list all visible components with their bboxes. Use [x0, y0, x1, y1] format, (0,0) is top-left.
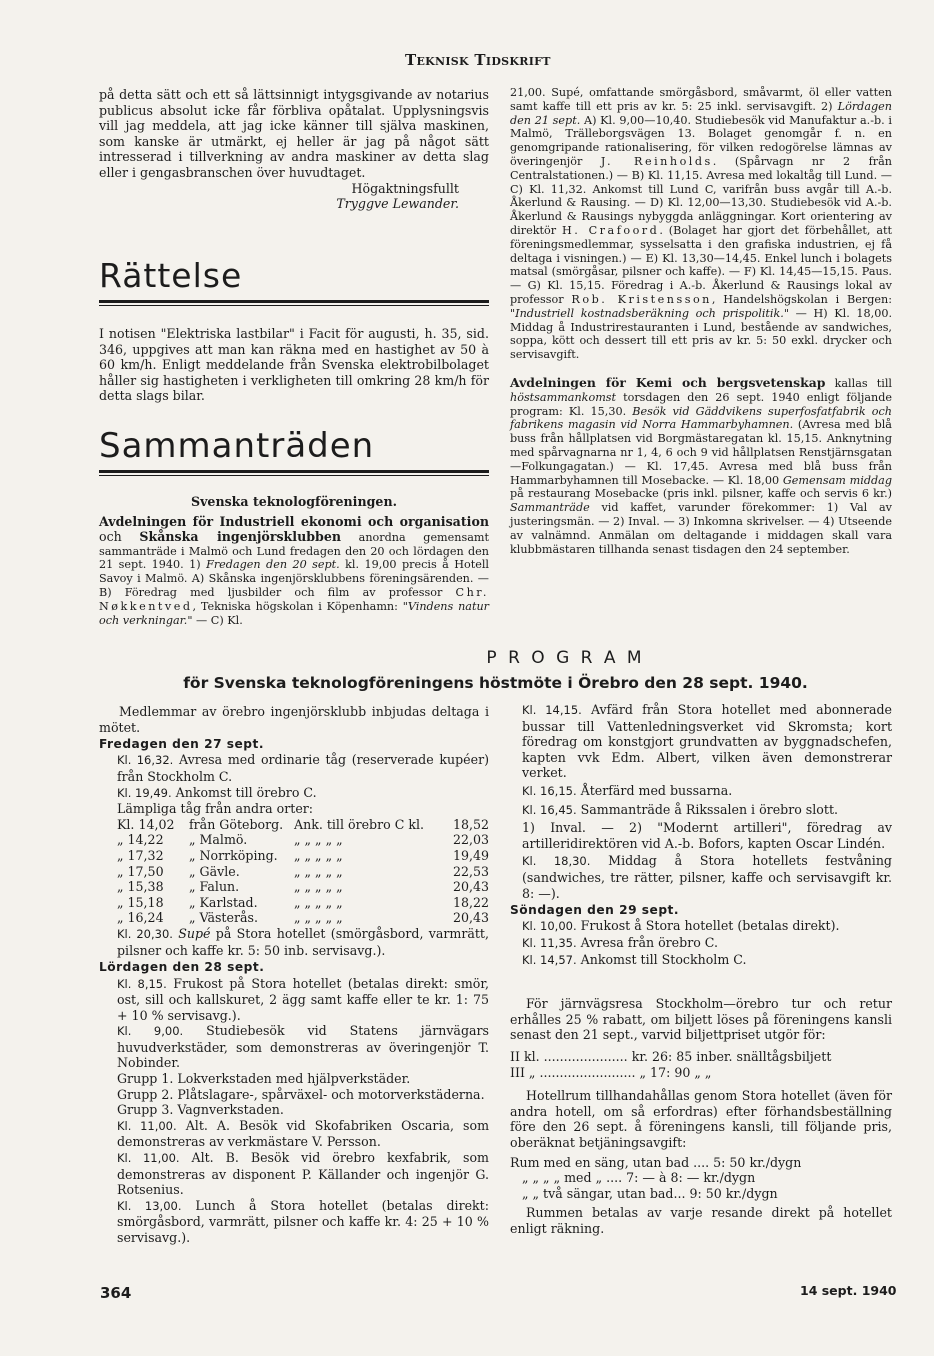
saturday-item	[510, 783, 892, 800]
journal-header	[405, 50, 585, 70]
saturday-text: Alt. B. Besök vid örebro kexfabrik, som demonstreras av disponent P. Källander och ingenjör G. Rotsenius.	[117, 1150, 489, 1198]
title-rule	[99, 300, 489, 303]
sunday-time: Kl. 10,00.	[522, 919, 577, 934]
train-arrival-time: 22,53	[452, 863, 489, 879]
title-rule	[99, 470, 489, 473]
sunday-text: Avresa från örebro C.	[576, 935, 718, 951]
kemi-visit: Besök vid Gäddvikens superfosfatfabrik och fabrikens magasin vid Norra Hammarbyhamnen.	[510, 404, 892, 432]
room-row: „ „ „ „ med „ .... 7: — à 8: — kr./dygn	[522, 1170, 756, 1186]
saturday-item	[99, 976, 489, 1024]
train-departure: „ 16,24	[117, 910, 164, 926]
train-arrival-time: 20,43	[452, 879, 489, 895]
friday-time: Kl. 19,49.	[117, 785, 172, 800]
saturday-item	[510, 853, 892, 901]
letter-text: på detta sätt och ett så lättsinnigt intygsgivande av notarius publicus absolut icke får förbliva opåtalat. Upplysningsvis vill jag meddela, att jag icke känner till själva maskinen, som kanske är utmärkt, ej heller är jag på något sätt intresserad i tillverkning av andra maskiner av detta slag eller i gengasbranschen över huvudtaget.	[99, 87, 489, 180]
friday-text: på Stora hotellet (smörgåsbord, varmrätt, pilsner och kaffe kr. 5: 50 inb. servisavg.).	[117, 926, 489, 958]
train-arrival-label: „ „ „ „ „	[294, 910, 343, 926]
friday-text: Ankomst till örebro C.	[175, 784, 317, 800]
saturday-time: Kl. 11,00.	[117, 1151, 180, 1166]
program-left	[99, 704, 489, 1246]
train-arrival-label: „ „ „ „ „	[294, 848, 343, 864]
hotel-closing: Rummen betalas av varje resande direkt på hotellet enligt räkning.	[510, 1205, 892, 1236]
issue-date: 14 sept. 1940	[800, 1283, 897, 1298]
speaker-name: Chr. Nøkkentved	[99, 585, 489, 613]
kemi-heading: Avdelningen för Kemi och bergsvetenskap	[510, 374, 826, 390]
sunday-time: Kl. 11,35.	[522, 936, 577, 951]
kemi-text-b: torsdagen den 26 sept. 1940 enligt följande program: Kl. 15,30.	[510, 390, 892, 418]
section-heading: Avdelningen för Industriell ekonomi och organisation	[99, 514, 489, 529]
train-origin: „ Gävle.	[189, 863, 240, 879]
friday-heading: Fredagen den 27 sept.	[99, 737, 264, 752]
room-row: „ „ två sängar, utan bad... 9: 50 kr./dygn	[522, 1185, 778, 1201]
group-item: Grupp 1. Lokverkstaden med hjälpverkstäder.	[117, 1071, 411, 1087]
prog-name-2: H. Crafoord	[561, 223, 660, 237]
kemi-dinner: Gemensam middag	[782, 473, 892, 487]
saturday-time: Kl. 18,30.	[522, 854, 591, 869]
skanska-heading: Skånska ingenjörsklubben	[139, 528, 342, 544]
rail-text: För järnvägsresa Stockholm—örebro tur och retur erhålles 25 % rabatt, om biljett löses på föreningens kansli senast den 21 sept., varvid biljettpriset utgör för:	[510, 996, 892, 1043]
train-arrival-label: „ „ „ „ „	[294, 879, 343, 895]
prog-text-a: 21,00. Supé, omfattande smörgåsbord, småvarmt, öl eller vatten samt kaffe till ett pris av kr. 5: 25 inkl. servisavgift. 2)	[510, 86, 892, 113]
kemi-text-c: (Avresa med blå buss från hållplatsen vid Borgmästaregatan kl. 15,15. Anknytning med spårvagnarna nr 1, 4, 6 och 9 vid hållplatsen Renstjärnsgatan—Folkungagatan.) — Kl. 17,45. Avresa med blå buss från Hammarbyhamnen till Mosebacke. — Kl. 18,00	[510, 418, 892, 487]
prog-name-3: Rob. Kristensson	[571, 292, 712, 306]
sunday-text: Ankomst till Stockholm C.	[576, 951, 747, 967]
letter-block	[99, 87, 489, 212]
prog-text-b: A) Kl. 9,00—10,40. Studiebesök vid Manufaktur a.-b. i Malmö, Trälleborgsvägen 13. Bolaget genomgår f. n. en genomgripande rationalisering, för vilken redogörelse lämnas av överingenjör	[510, 113, 892, 168]
saturday-time: Kl. 13,00.	[117, 1198, 182, 1213]
train-arrival-label: „ „ „ „ „	[294, 832, 343, 848]
train-arrival-time: 18,52	[452, 816, 489, 832]
train-row	[117, 817, 489, 833]
saturday-text: Studiebesök vid Statens järnvägars huvudverkstäder, som demonstreras av överingenjör T. Nobinder.	[117, 1023, 489, 1071]
saturday-item	[99, 1198, 489, 1246]
saturday-time: Kl. 11,00.	[117, 1118, 177, 1133]
prog-lecture: "Industriell kostnadsberäkning och prispolitik."	[510, 306, 789, 320]
saturday-heading: Lördagen den 28 sept.	[99, 960, 265, 975]
train-row	[117, 832, 489, 848]
friday-text: Avresa med ordinarie tåg (reserverade kupéer) från Stockholm C.	[117, 752, 490, 785]
trains-heading: Lämpliga tåg från andra orter:	[117, 801, 314, 817]
train-origin: från Göteborg.	[189, 816, 284, 832]
train-departure: „ 15,18	[117, 894, 164, 910]
och-word: och	[99, 528, 122, 544]
sunday-time: Kl. 14,57.	[522, 952, 577, 967]
train-arrival-time: 22,03	[452, 832, 489, 848]
program-subtitle: för Svenska teknologföreningens höstmöte i Örebro den 28 sept. 1940.	[183, 674, 808, 692]
prog-name-1: J. Reinholds	[600, 154, 713, 168]
kemi-text-a: kallas till	[825, 376, 893, 390]
letter-closing: Högaktningsfullt	[351, 180, 459, 196]
program-header	[99, 648, 892, 692]
train-arrival-time: 18,22	[452, 894, 489, 910]
saturday-item	[510, 702, 892, 781]
meeting-date: Fredagen den 20 sept.	[206, 558, 340, 572]
group-item: Grupp 2. Plåtslagare-, spårväxel- och motorverkstäderna.	[117, 1086, 485, 1102]
groups-list	[99, 1071, 489, 1118]
fare-row: II kl. ..................... kr. 26: 85 inber. snälltågsbiljett	[510, 1048, 832, 1064]
prog-saturday: Lördagen den 21 sept.	[510, 99, 892, 127]
title-rule-thin	[99, 475, 489, 476]
train-row	[117, 848, 489, 864]
saturday-text: Återfärd med bussarna.	[576, 782, 733, 798]
kemi-meeting: Sammanträde	[510, 501, 590, 515]
train-row	[117, 910, 489, 926]
hotel-text: Hotellrum tillhandahållas genom Stora hotellet (även för andra hotell, om så erfordras) efter förhandsbeställning före den 26 sept. å föreningens kansli, till följande pris, oberäknat betjäningsavgift:	[510, 1088, 892, 1150]
train-origin: „ Västerås.	[189, 910, 258, 926]
prog-text-e: , Handelshögskolan i Bergen:	[711, 292, 892, 306]
train-departure: Kl. 14,02	[117, 816, 175, 832]
saturday-item	[99, 1150, 489, 1198]
train-origin: „ Falun.	[189, 879, 240, 895]
train-arrival-label: „ „ „ „ „	[294, 863, 343, 879]
meeting-text-2: kl. 19,00 precis å Hotell Savoy i Malmö. A) Skånska ingenjörsklubbens föreningsärenden. — B) Föredrag med ljusbilder och film av professor	[99, 558, 489, 599]
right-column	[510, 86, 892, 556]
rattelse-text: I notisen "Elektriska lastbilar" i Facit för augusti, h. 35, sid. 346, uppgives att man kan räkna med en hastighet av 50 à 60 km/h. Enligt meddelande från Svenska elektrobilbolaget håller sig hastigheten i verkligheten till omkring 28 km/h för detta slags bilar.	[99, 326, 489, 404]
sunday-item	[510, 952, 892, 969]
train-row	[117, 864, 489, 880]
saturday-time: Kl. 8,15.	[117, 976, 167, 991]
sammantraden-title: Sammanträden	[99, 426, 375, 466]
saturday-time: Kl. 16,45.	[522, 802, 577, 817]
saturday-text: Alt. A. Besök vid Skofabriken Oscaria, som demonstreras av verkmästare V. Persson.	[117, 1117, 490, 1150]
train-departure: „ 15,38	[117, 879, 164, 895]
saturday-time: Kl. 16,15.	[522, 783, 577, 798]
section-heading-block	[99, 515, 489, 627]
program-title: P R O G R A M	[486, 648, 645, 668]
train-arrival-time: 20,43	[452, 910, 489, 926]
meeting-text-3: , Tekniska högskolan i Köpenhamn:	[192, 599, 403, 613]
skanska-program	[510, 86, 892, 362]
prog-text-c: . (Spårvagn nr 2 från Centralstationen.) — B) Kl. 11,15. Avresa med lokaltåg till Lund. — C) Kl. 11,32. Ankomst till Lund C, varifrån buss avgår till A.-b. Åkerlund & Rausing. — D) Kl. 12,00—13,30. Studiebesök vid A.-b. Åkerlund & Rausings nybyggda anläggningar. Kort orientering av direktör	[510, 154, 892, 237]
saturday-text: Lunch å Stora hotellet (betalas direkt: smörgåsbord, varmrätt, pilsner och kaffe kr. 4: 25 + 10 % servisavg.).	[117, 1197, 489, 1245]
kemi-text-e: vid kaffet, varunder förekommer: 1) Val av justeringsmän. — 2) Inval. — 3) Inkomna skrivelser. — 4) Utseende av valnämnd. Anmälan om deltagande i middagen skall vara klubbmästaren tillhanda senast tisdagen den 24 september.	[510, 501, 892, 556]
saturday-time: Kl. 9,00.	[117, 1024, 184, 1039]
saturday-time: Kl. 14,15.	[522, 703, 582, 717]
train-row	[117, 895, 489, 911]
fare-row: III „ ........................ „ 17: 90 „ „	[510, 1064, 712, 1080]
train-arrival-label: Ank. till örebro C kl.	[294, 816, 425, 832]
prog-text-d: . (Bolaget har gjort det förbehållet, att föreningsmedlemmar, sysselsatta i den grafiska industrien, ej få deltaga i visningen.) — E) Kl. 13,30—14,45. Enkel lunch i bolagets matsal (smörgåsar, pilsner och kaffe). — F) Kl. 14,45—15,15. Paus. — G) Kl. 15,15. Föredrag i A.-b. Åkerlund & Rausings lokal av professor	[510, 223, 893, 306]
train-origin: „ Malmö.	[189, 832, 248, 848]
saturday-item	[510, 802, 892, 819]
kemi-hostsam: höstsammankomst	[510, 390, 617, 404]
friday-time: Kl. 20,30.	[117, 927, 173, 942]
page-number: 364	[100, 1284, 132, 1302]
friday-time: Kl. 16,32.	[117, 753, 174, 768]
sunday-heading: Söndagen den 29 sept.	[510, 903, 679, 918]
kemi-program	[510, 376, 892, 556]
sunday-item	[510, 918, 892, 935]
trains-table	[99, 817, 489, 926]
meeting-agenda: 1) Inval. — 2) "Modernt artilleri", föredrag av artilleridirektören vid A.-b. Bofors, kapten Oscar Lindén.	[522, 820, 892, 851]
saturday-item	[99, 1023, 489, 1071]
meeting-text-4: — C) Kl.	[192, 613, 243, 627]
friday-item	[99, 926, 489, 958]
train-departure: „ 14,22	[117, 832, 164, 848]
saturday-item	[99, 1118, 489, 1150]
lecture-title: "Vindens natur och verkningar."	[99, 599, 489, 627]
saturday-text: Sammanträde å Rikssalen i örebro slott.	[576, 801, 839, 817]
program-intro: Medlemmar av örebro ingenjörsklubb inbjudas deltaga i mötet.	[99, 704, 489, 735]
train-row	[117, 879, 489, 895]
train-arrival-label: „ „ „ „ „	[294, 894, 343, 910]
saturday-text: Frukost på Stora hotellet (betalas direkt: smör, ost, sill och kallskuret, 2 ägg samt kaffe eller te kr. 1: 75 + 10 % servisavg.).	[117, 975, 489, 1023]
org-heading: Svenska teknologföreningen.	[191, 494, 397, 509]
program-right	[510, 702, 892, 1237]
sammantraden-section	[99, 428, 489, 627]
train-origin: „ Norrköping.	[189, 848, 278, 864]
friday-supe: Supé	[178, 926, 211, 942]
friday-item	[99, 752, 489, 784]
title-rule-thin	[99, 305, 489, 306]
sunday-text: Frukost å Stora hotellet (betalas direkt).	[576, 918, 840, 934]
train-departure: „ 17,50	[117, 863, 164, 879]
saturday-text: Avfärd från Stora hotellet med abonnerade bussar till Vattenledningsverket vid Skromsta; kort föredrag om konstgjort grundvatten av byggnadschefen, kapten vvk Edm. Albert, vilken även demonstrerar verket.	[522, 702, 892, 781]
meeting-text-1: anordna gemensamt sammanträde i Malmö och Lund fredagen den 20 och lördagen den 21 sept. 1940. 1)	[99, 530, 490, 572]
sunday-item	[510, 935, 892, 952]
train-arrival-time: 19,49	[452, 848, 489, 864]
train-departure: „ 17,32	[117, 848, 164, 864]
prog-text-f: — H) Kl. 18,00. Middag å Industrirestauranten i Lund, bestående av sandwiches, soppa, kött och dessert till ett pris av kr. 5: 50 exkl. drycker och servisavgift.	[510, 306, 892, 362]
group-item: Grupp 3. Vagnverkstaden.	[117, 1102, 284, 1118]
train-origin: „ Karlstad.	[189, 894, 258, 910]
letter-signature: Tryggve Lewander.	[336, 196, 459, 212]
friday-item	[99, 785, 489, 802]
saturday-text: Middag å Stora hotellets festvåning (sandwiches, tre rätter, pilsner, kaffe och servisavgift kr. 8: —).	[522, 853, 892, 901]
rattelse-title: Rättelse	[99, 256, 243, 295]
journal-title: Teknisk Tidskrift	[405, 51, 551, 69]
room-row: Rum med en säng, utan bad .... 5: 50 kr./dygn	[510, 1154, 802, 1170]
rattelse-section	[99, 258, 489, 404]
kemi-text-d: på restaurang Mosebacke (pris inkl. pilsner, kaffe och servis 6 kr.)	[510, 487, 892, 501]
